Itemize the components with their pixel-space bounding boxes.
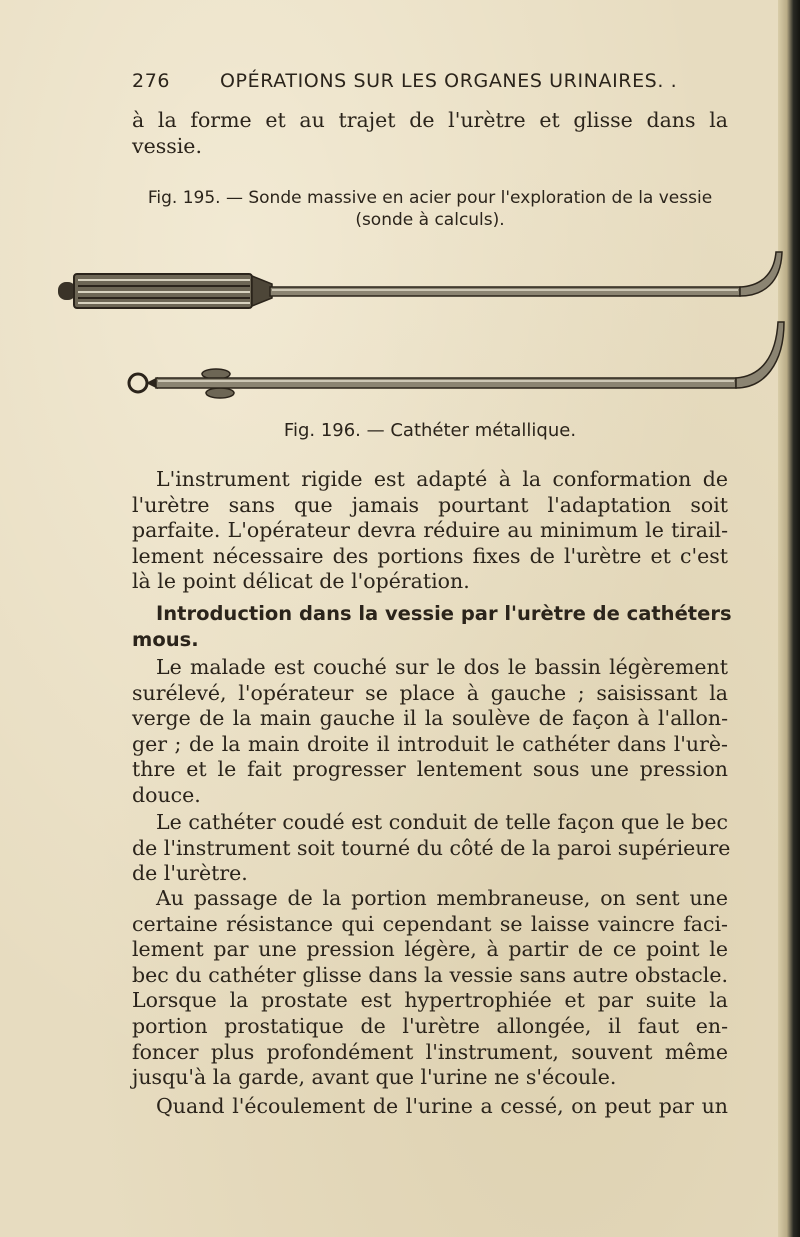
paragraph-2	[132, 655, 728, 809]
text-line: surélevé, l'opérateur se place à gauche ; saisissant la	[132, 680, 728, 705]
paragraph-4	[132, 886, 728, 1091]
heading-line: mous.	[132, 627, 199, 651]
text-line: Au passage de la portion membraneuse, on sent une	[156, 886, 728, 910]
page-number: 276	[132, 70, 171, 92]
text-line: de l'instrument soit tourné du côté de la paroi supérieure	[132, 835, 731, 860]
text-line: douce.	[132, 782, 201, 807]
text-line: Le malade est couché sur le dos le bassin légèrement	[156, 655, 728, 679]
text-line: certaine résistance qui cependant se laisse vaincre faci-	[132, 911, 728, 936]
text-line: à la forme et au trajet de l'urètre et glisse dans la	[132, 108, 728, 132]
paragraph-1	[132, 467, 728, 595]
text-line: ger ; de la main droite il introduit le cathéter dans l'urè-	[132, 731, 728, 756]
caption-line: (sonde à calculs).	[355, 210, 505, 230]
text-line: foncer plus profondément l'instrument, souvent même	[132, 1039, 728, 1064]
section-heading	[132, 601, 732, 652]
heading-line: Introduction dans la vessie par l'urètre de cathéters	[156, 602, 732, 625]
paragraph-3	[132, 810, 731, 887]
text-line: Lorsque la prostate est hypertrophiée et par suite la	[132, 988, 728, 1013]
text-line: de l'urètre.	[132, 861, 248, 886]
catheter-ring	[129, 374, 158, 392]
text-line: L'instrument rigide est adapté à la conformation de	[156, 467, 728, 491]
text-line: lement nécessaire des portions fixes de l'urètre et c'est	[132, 543, 728, 568]
text-line: thre et le fait progresser lentement sous une pression	[132, 757, 728, 782]
fig196-caption: Fig. 196. — Cathéter métallique.	[283, 420, 577, 441]
caption-line: Fig. 195. — Sonde massive en acier pour l'exploration de la vessie	[147, 188, 713, 208]
text-line: là le point délicat de l'opération.	[132, 569, 470, 594]
catheter-tube	[156, 322, 784, 388]
text-line: jusqu'à la garde, avant que l'urine ne s'écoule.	[132, 1065, 617, 1090]
text-line: lement par une pression légère, à partir de ce point le	[132, 937, 728, 962]
text-line: bec du cathéter glisse dans la vessie sans autre obstacle.	[132, 962, 728, 987]
text-line: l'urètre sans que jamais pourtant l'adaptation soit	[132, 492, 728, 517]
paragraph-5	[132, 1094, 728, 1120]
text-line: portion prostatique de l'urètre allongée, il faut en-	[132, 1013, 728, 1038]
text-line: Quand l'écoulement de l'urine a cessé, on peut par un	[156, 1094, 728, 1118]
text-line: Le cathéter coudé est conduit de telle façon que le bec	[156, 810, 728, 834]
running-title: OPÉRATIONS SUR LES ORGANES URINAIRES. .	[220, 70, 678, 92]
text-line: parfaite. L'opérateur devra réduire au minimum le tirail-	[132, 518, 728, 543]
text-line: verge de la main gauche il la soulève de façon à l'allon-	[132, 706, 728, 731]
text-line: vessie.	[132, 133, 202, 158]
